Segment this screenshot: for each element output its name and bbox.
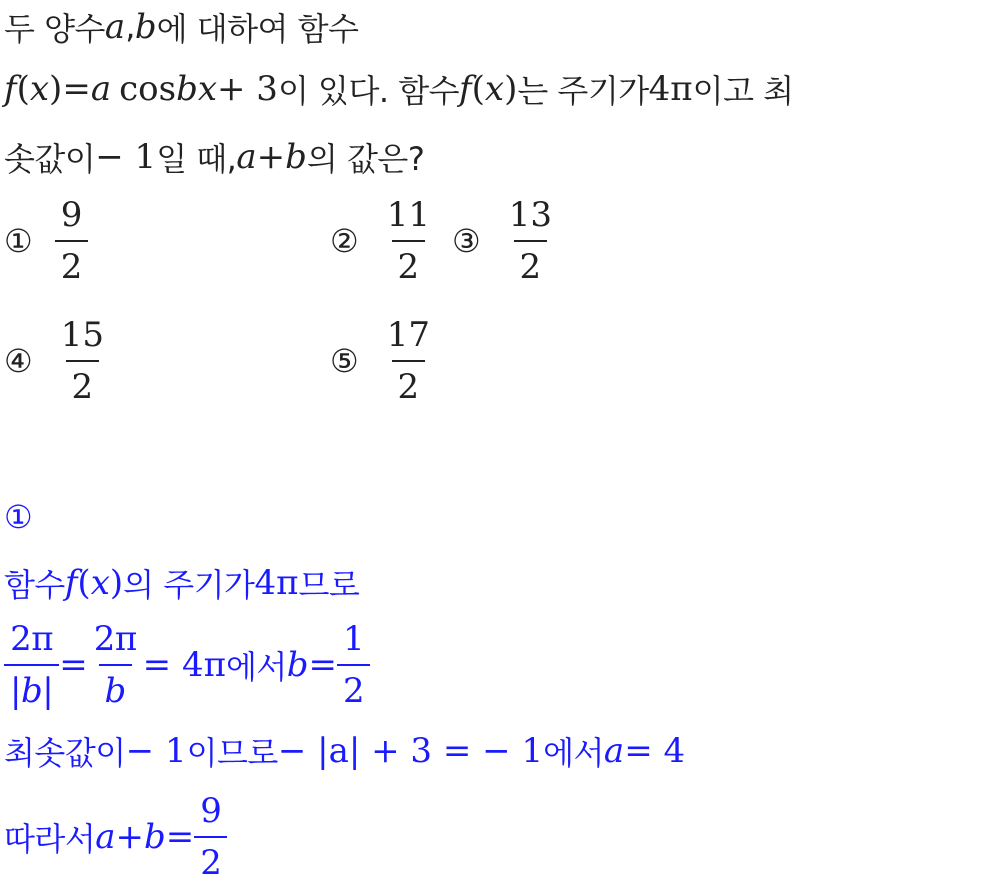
choice-3[interactable] xyxy=(452,195,558,287)
numerator: 17 xyxy=(386,315,430,355)
choice-mark: ⑤ xyxy=(330,342,359,380)
minus-one: − 1 xyxy=(95,137,157,177)
denominator: 2 xyxy=(392,360,426,404)
text: 의 값은? xyxy=(306,140,425,178)
choice-fraction xyxy=(55,315,110,407)
plus: + xyxy=(115,817,145,857)
solution-line-2 xyxy=(4,619,370,711)
choice-fraction xyxy=(55,195,89,287)
text: 최솟값이 xyxy=(4,734,126,772)
var-a: a xyxy=(104,7,126,47)
paren: ) xyxy=(109,563,124,603)
equals: = xyxy=(308,645,338,685)
period-value: 4π xyxy=(254,563,299,603)
fraction-1-2 xyxy=(337,619,370,711)
text: 는 주기가 xyxy=(517,72,649,110)
fraction-2pi-b xyxy=(88,619,143,711)
denominator: 2 xyxy=(392,240,426,284)
text: 일 때, xyxy=(156,140,237,178)
text: 솟값이 xyxy=(4,140,96,178)
fraction-2pi-abs-b xyxy=(4,619,59,711)
denominator: 2 xyxy=(194,836,227,880)
text: 함수 xyxy=(4,566,65,604)
denominator: 2 xyxy=(337,664,370,708)
choice-5[interactable] xyxy=(330,315,436,407)
text: 이고 최 xyxy=(692,72,794,110)
func-f: f xyxy=(64,563,78,603)
equation: − |a| + 3 = − 1 xyxy=(277,731,544,771)
problem-line-2 xyxy=(4,66,794,112)
var-a: a xyxy=(90,69,112,109)
var-a: a xyxy=(95,817,116,857)
equals-four: = 4 xyxy=(624,731,686,771)
equals: = xyxy=(165,817,195,857)
var-a: a xyxy=(603,731,625,771)
choice-mark: ③ xyxy=(452,222,481,260)
var-b: b xyxy=(134,7,157,47)
denominator: |b| xyxy=(4,664,59,708)
choice-1[interactable] xyxy=(4,195,88,287)
plus: + xyxy=(256,137,286,177)
paren: ) xyxy=(49,69,63,109)
text: 두 양수 xyxy=(4,10,105,48)
var-x: x xyxy=(90,563,110,603)
denominator: 2 xyxy=(55,240,89,284)
choice-fraction xyxy=(381,195,436,287)
solution-line-4 xyxy=(4,791,227,883)
func-f: f xyxy=(4,69,17,109)
func-f: f xyxy=(459,69,472,109)
denominator: 2 xyxy=(66,360,100,404)
numerator: 13 xyxy=(508,195,552,235)
numerator: 1 xyxy=(343,619,365,659)
paren: ( xyxy=(471,69,485,109)
text: 에서 xyxy=(543,734,604,772)
var-b: b xyxy=(285,137,307,177)
period-value: 4π xyxy=(648,69,693,109)
solution-answer xyxy=(4,498,32,536)
numerator: 11 xyxy=(386,195,430,235)
equals-4pi: = 4π xyxy=(142,645,226,685)
var-b: b xyxy=(286,645,309,685)
choice-fraction xyxy=(381,315,436,407)
equals: = xyxy=(59,645,88,685)
choice-mark: ④ xyxy=(4,342,33,380)
plus-three: + 3 xyxy=(217,69,278,109)
text: 이므로 xyxy=(186,734,278,772)
var-b: b xyxy=(144,817,166,857)
text: 이 있다. 함수 xyxy=(277,72,460,110)
numerator: 2π xyxy=(93,619,137,659)
cos: cos xyxy=(119,69,177,109)
var-x: x xyxy=(484,69,505,109)
solution-line-3 xyxy=(4,728,685,774)
var-x: x xyxy=(29,69,50,109)
numerator: 2π xyxy=(10,619,54,659)
minus-one: − 1 xyxy=(125,731,187,771)
var-a: a xyxy=(236,137,257,177)
problem-line-1 xyxy=(4,4,358,50)
text: 므로 xyxy=(298,566,360,604)
text: 의 주기가 xyxy=(123,566,255,604)
paren: ( xyxy=(77,563,91,603)
numerator: 15 xyxy=(60,315,104,355)
answer-mark: ① xyxy=(4,498,33,536)
text: 에 대하여 함수 xyxy=(156,10,359,48)
fraction-9-2 xyxy=(194,791,227,883)
numerator: 9 xyxy=(60,195,83,235)
choice-4[interactable] xyxy=(4,315,110,407)
text: 에서 xyxy=(225,648,287,686)
equals: = xyxy=(62,69,91,109)
choice-2[interactable] xyxy=(330,195,436,287)
comma: , xyxy=(125,8,135,46)
paren: ) xyxy=(504,69,518,109)
problem-line-3 xyxy=(4,134,424,180)
var-x: x xyxy=(197,69,218,109)
denominator: 2 xyxy=(514,240,548,284)
choice-fraction xyxy=(503,195,558,287)
choice-mark: ② xyxy=(330,222,359,260)
var-b: b xyxy=(176,69,198,109)
denominator: b xyxy=(99,664,132,708)
paren: ( xyxy=(16,69,30,109)
solution-line-1 xyxy=(4,560,359,606)
numerator: 9 xyxy=(200,791,222,831)
text: 따라서 xyxy=(4,820,96,858)
choice-mark: ① xyxy=(4,222,33,260)
